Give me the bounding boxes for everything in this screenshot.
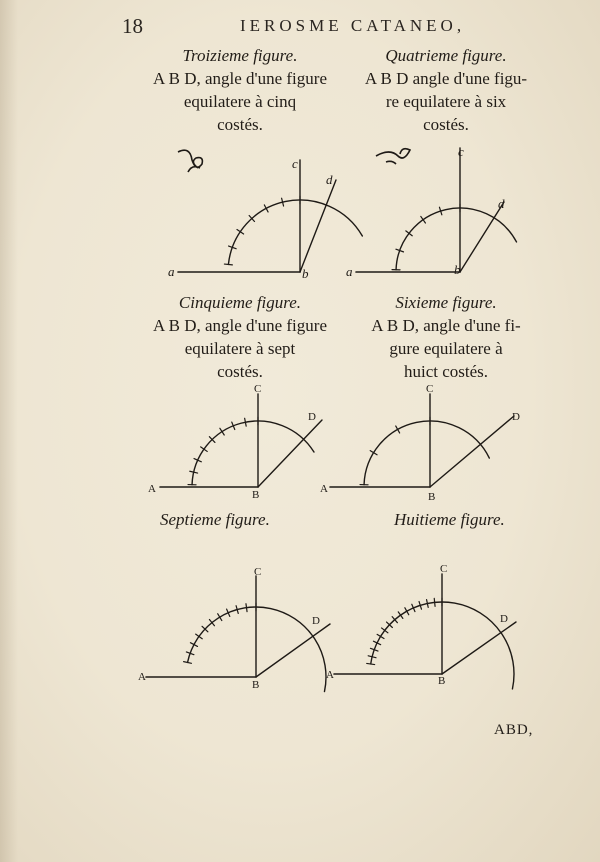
- figure-6-angle-line: [430, 416, 514, 487]
- figure-5-angle-line: [258, 420, 322, 487]
- figure-7-label-d: D: [312, 615, 320, 627]
- figure-3-line-2: equilatere à cinq: [183, 92, 297, 111]
- figure-6-arc-tick: [370, 451, 377, 455]
- figure-5-line-2: equilatere à sept: [184, 339, 296, 358]
- figure-8-arc-tick: [427, 600, 429, 608]
- figure-4-arc-tick: [421, 216, 426, 223]
- figure-7-angle-line: [256, 624, 330, 677]
- figure-6-line-1: A B D, angle d'une fi-: [371, 316, 521, 335]
- figure-3-label-a: a: [168, 264, 175, 279]
- figure-8-arc-tick: [382, 628, 388, 633]
- flourish-ornament-right: [376, 149, 410, 164]
- figure-8-label-b: B: [438, 675, 446, 687]
- figure-8-label-d: D: [500, 613, 508, 625]
- figure-5-label-d: D: [308, 411, 316, 423]
- figure-4-line-1: A B D angle d'une figu-: [364, 69, 528, 88]
- catchword: ABD,: [494, 722, 534, 738]
- figure-4-label-c: c: [458, 144, 464, 159]
- figure-3-arc-tick: [237, 230, 244, 234]
- figure-8-label-a: A: [326, 669, 334, 681]
- figure-5-arc-tick: [220, 428, 224, 435]
- figure-3-label-b: b: [302, 266, 309, 281]
- figure-5-arc-tick: [201, 447, 208, 452]
- figure-4-title: Quatrieme figure.: [385, 46, 507, 65]
- figure-8-angle-line: [442, 622, 516, 674]
- figure-6-line-2: gure equilatere à: [389, 339, 503, 358]
- figure-8-arc-tick: [434, 598, 435, 606]
- figure-5-arc: [192, 421, 314, 485]
- flourish-ornament-left: [178, 150, 202, 172]
- figure-3-angle-line: [300, 180, 336, 272]
- figure-7-arc-tick: [218, 614, 222, 621]
- figure-8-arc-tick: [367, 663, 375, 664]
- figure-7-arc-tick: [184, 662, 192, 664]
- page-number: 18: [122, 14, 143, 38]
- figure-4-label-b: b: [454, 262, 461, 277]
- figure-8-title: Huitieme figure.: [394, 510, 505, 529]
- figure-7-label-c: C: [254, 566, 262, 578]
- figure-8-arc-tick: [377, 634, 384, 638]
- figure-8-label-c: C: [440, 563, 448, 575]
- figure-3-title: Troizieme figure.: [182, 46, 298, 65]
- figure-4-label-d: d: [498, 196, 505, 211]
- figure-3-arc-tick: [224, 264, 232, 265]
- figure-3-arc: [228, 200, 362, 264]
- figure-6-label-a: A: [320, 483, 328, 495]
- figure-3-line-1: A B D, angle d'une figure: [153, 69, 327, 88]
- figure-7-title: Septieme figure.: [160, 510, 270, 529]
- figure-5-arc-tick: [245, 418, 247, 426]
- figure-7-arc-tick: [196, 634, 203, 639]
- figure-6-label-c: C: [426, 383, 434, 395]
- figure-6-title: Sixieme figure.: [395, 293, 497, 312]
- figure-7-label-a: A: [138, 671, 146, 683]
- figure-5-line-1: A B D, angle d'une figure: [153, 316, 327, 335]
- figure-4-line-3: costés.: [423, 115, 469, 134]
- figure-4-arc: [396, 208, 516, 270]
- figure-4-label-a: a: [346, 264, 353, 279]
- figure-5-label-a: A: [148, 483, 156, 495]
- figure-3-label-c: c: [292, 156, 298, 171]
- figure-5-label-c: C: [254, 383, 262, 395]
- running-head: IEROSME CATANEO,: [240, 16, 466, 35]
- figure-5-line-3: costés.: [217, 362, 263, 381]
- figure-6-label-b: B: [428, 491, 436, 503]
- figure-8-arc-tick: [398, 612, 403, 619]
- figure-4-line-2: re equilatere à six: [385, 92, 507, 111]
- figure-5-title: Cinquieme figure.: [178, 293, 302, 312]
- figure-3-line-3: costés.: [217, 115, 263, 134]
- figure-3-label-d: d: [326, 172, 333, 187]
- figure-5-label-b: B: [252, 489, 260, 501]
- figure-7-arc-tick: [246, 604, 247, 612]
- figure-6-label-d: D: [512, 411, 520, 423]
- figure-6-line-3: huict costés.: [403, 362, 489, 381]
- figure-7-label-b: B: [252, 679, 260, 691]
